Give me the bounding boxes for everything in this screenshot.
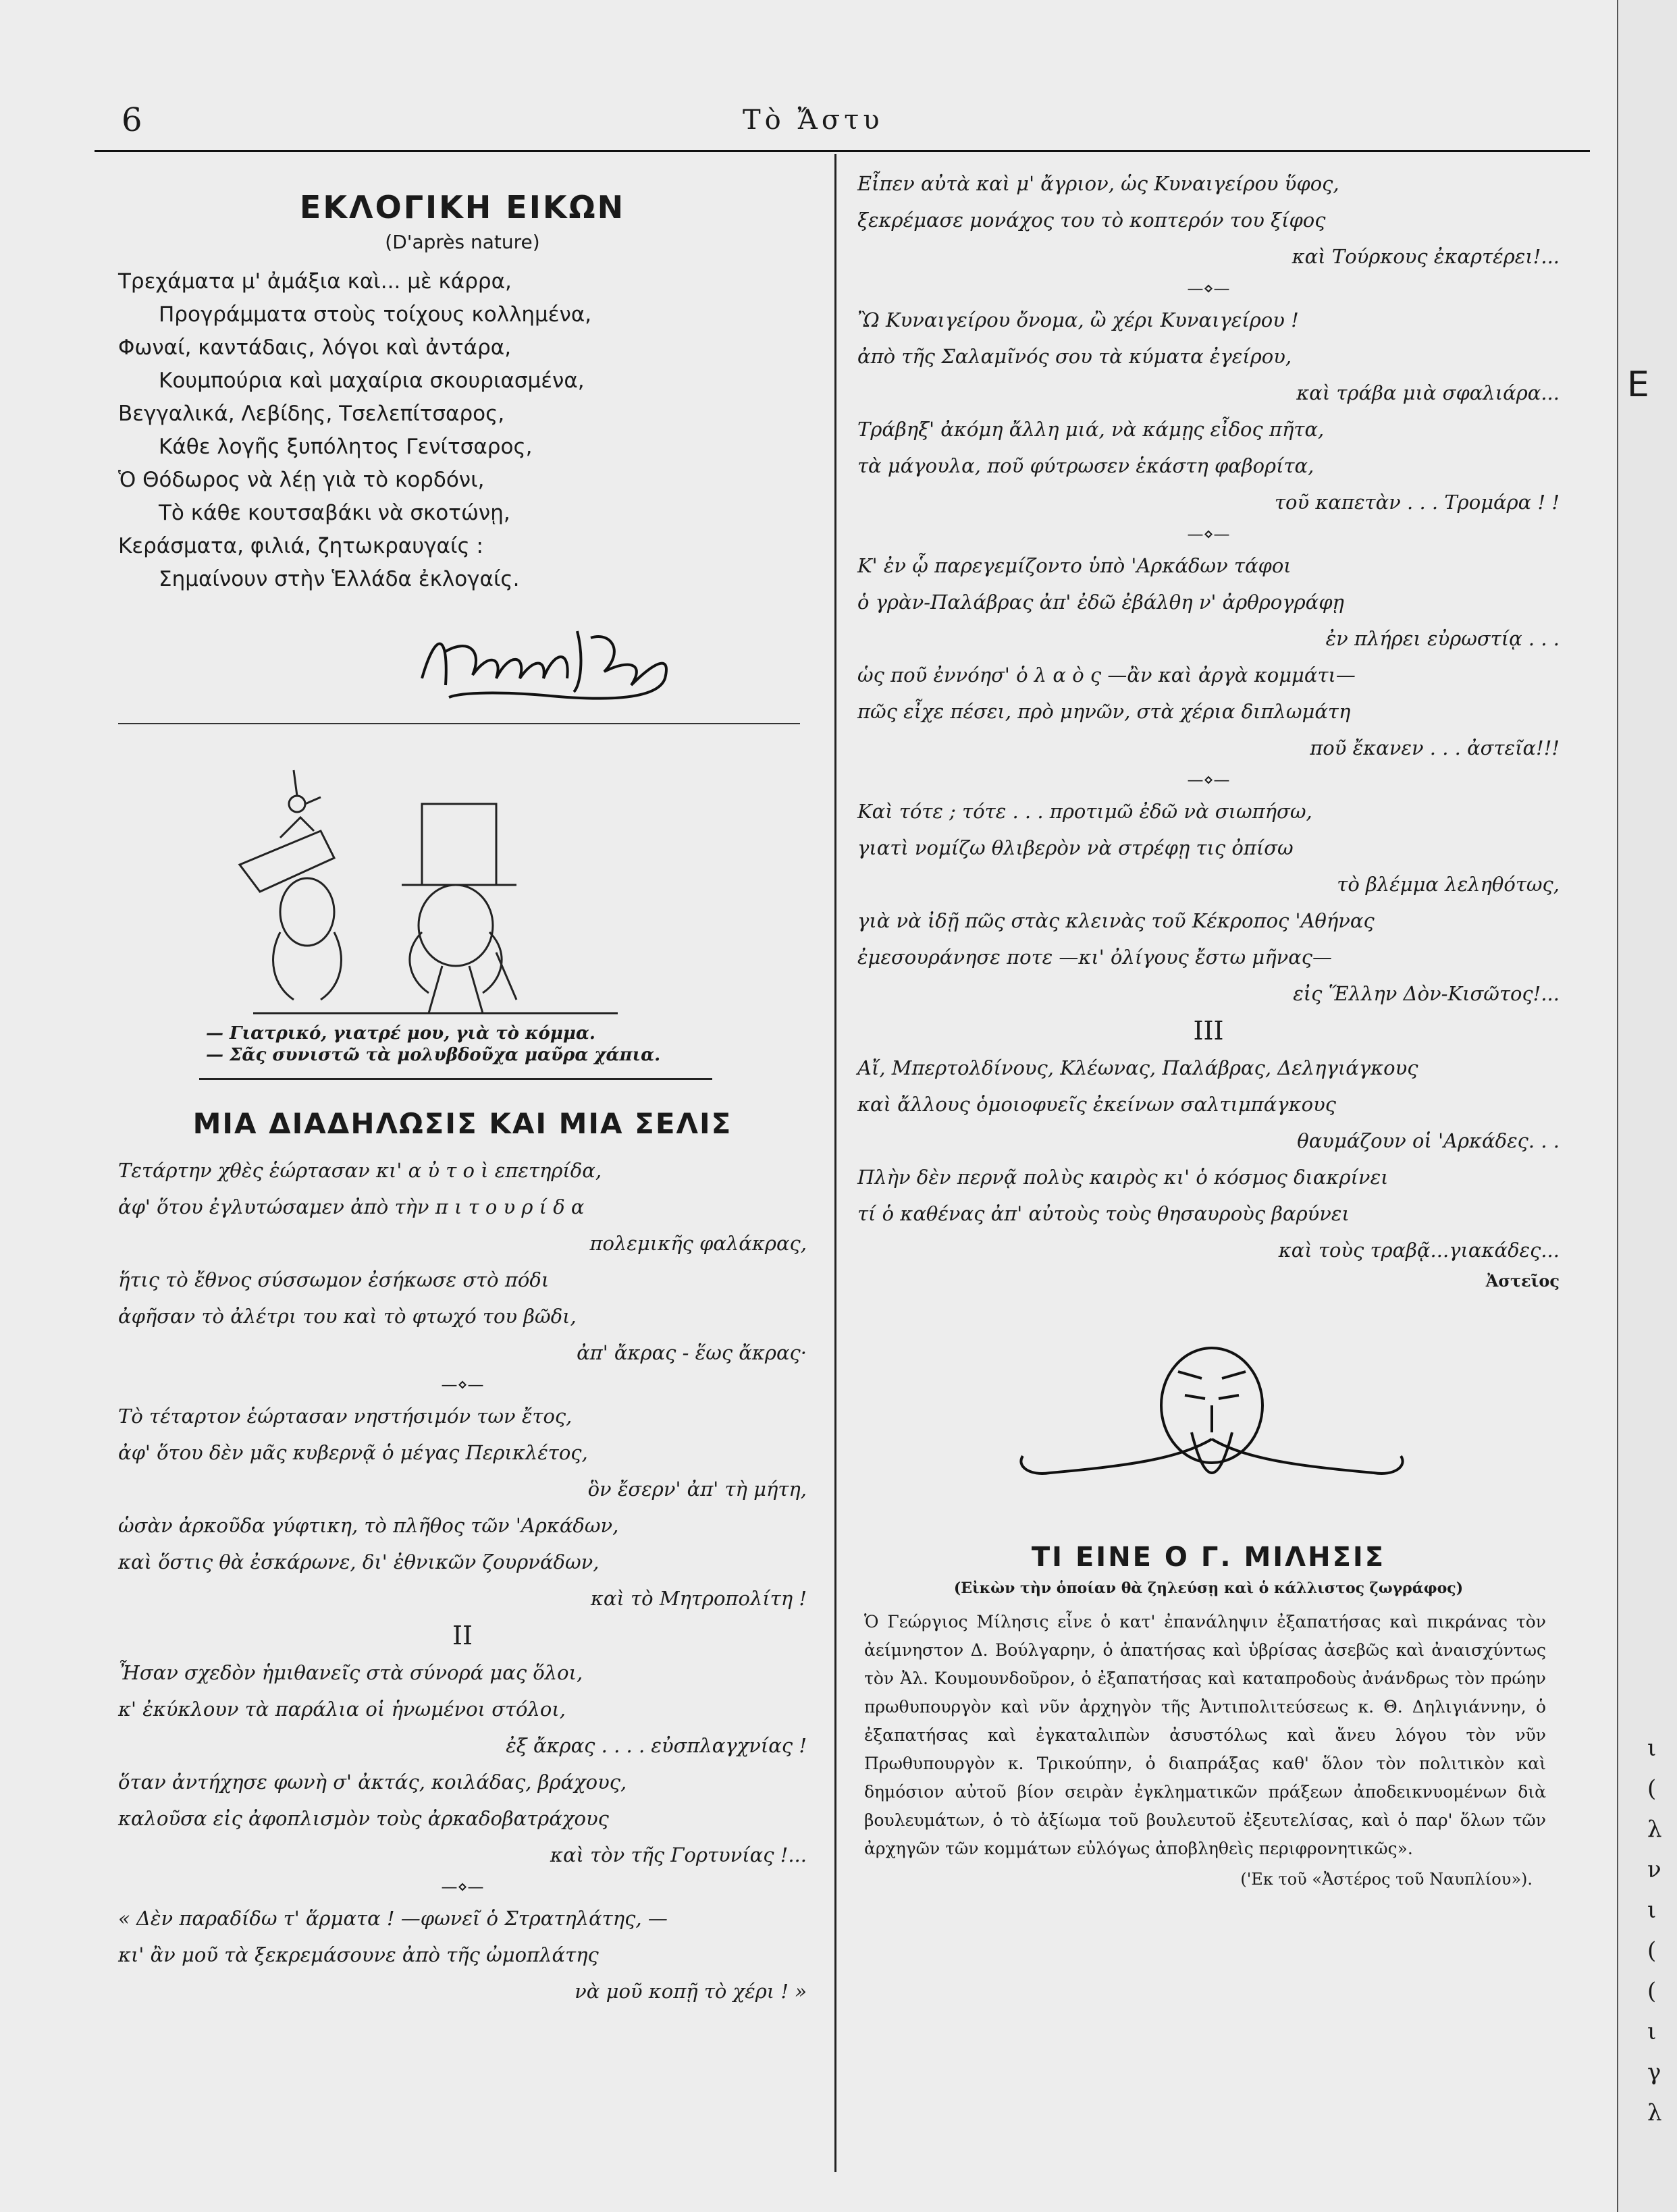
- section-rule: [118, 723, 800, 724]
- section-numeral-3: III: [1193, 1016, 1224, 1046]
- edge-mark: λ: [1647, 2099, 1662, 2126]
- poem-line: καὶ ὅστις θὰ ἐσκάρωνε, δι' ἐθνικῶν ζουρνάδων,: [118, 1550, 600, 1573]
- poem-line: καὶ τὸ Μητροπολίτη !: [590, 1587, 807, 1610]
- poem-line: Τρεχάματα μ' ἀμάξια καὶ... μὲ κάρρα,: [118, 269, 512, 294]
- poem-line: Προγράμματα στοὺς τοίχους κολλημένα,: [159, 302, 592, 327]
- poem-line: Ὁ Θόδωρος νὰ λέῃ γιὰ τὸ κορδόνι,: [118, 468, 485, 492]
- article2-stanza-3: [118, 1654, 807, 1873]
- header-rule: [95, 150, 1590, 152]
- stanza-9: [857, 1050, 1560, 1268]
- poem-line: καὶ τὸν τῆς Γορτυνίας !...: [550, 1843, 807, 1866]
- poem-line: πολεμικῆς φαλάκρας,: [589, 1232, 807, 1255]
- poem-line: καλοῦσα εἰς ἀφοπλισμὸν τοὺς ἀρκαδοβατράχους: [118, 1807, 609, 1830]
- poem-line: Σημαίνουν στὴν Ἑλλάδα ἐκλογαίς.: [159, 567, 520, 591]
- article1-poem: [118, 265, 807, 596]
- page-number: 6: [122, 101, 142, 139]
- poem-line: ὡσὰν ἀρκοῦδα γύφτικη, τὸ πλῆθος τῶν 'Αρκάδων,: [118, 1514, 619, 1537]
- article2-stanza-4: [118, 1900, 807, 2009]
- stanza-7: [857, 547, 1560, 766]
- article2-stanza-1: [118, 1152, 807, 1371]
- poem-line: Αἴ, Μπερτολδίνους, Κλέωνας, Παλάβρας, Δεληγιάγκους: [857, 1056, 1418, 1079]
- poem-line: Καὶ τότε ; τότε . . . προτιμῶ ἐδῶ νὰ σιωπήσω,: [857, 800, 1312, 823]
- poem-line: « Δὲν παραδίδω τ' ἅρματα ! —φωνεῖ ὁ Στρατηλάτης, —: [118, 1907, 668, 1930]
- poem-line: ἥτις τὸ ἔθνος σύσσωμον ἐσήκωσε στὸ πόδι: [118, 1268, 550, 1291]
- poem-line: Βεγγαλικά, Λεβίδης, Τσελεπίτσαρος,: [118, 402, 505, 426]
- cartoon-caption-2: — Σᾶς συνιστῶ τὰ μολυβδοῦχα μαῦρα χάπια.: [206, 1045, 661, 1065]
- poem-line: εἰς Ἕλλην Δὸν-Κισῶτος!...: [1293, 982, 1560, 1005]
- article2-title: ΜΙΑ ΔΙΑΔΗΛΩΣΙΣ ΚΑΙ ΜΙΑ ΣΕΛΙΣ: [192, 1107, 733, 1140]
- poem-line: ἐμεσουράνησε ποτε —κι' ὀλίγους ἔστω μῆνας—: [857, 946, 1333, 969]
- author-signature: Ἀστεῖος: [1485, 1271, 1560, 1291]
- signature-image: [408, 611, 692, 705]
- poem-line: ἀφ' ὅτου ἐγλυτώσαμεν ἀπὸ τὴν π ι τ ο υ ρ ί δ α: [118, 1195, 585, 1218]
- edge-mark: ι: [1647, 1897, 1657, 1924]
- poem-line: ἀφ' ὅτου δὲν μᾶς κυβερνᾷ ὁ μέγας Περικλέτος,: [118, 1441, 588, 1464]
- edge-mark: ι: [1647, 2018, 1657, 2045]
- edge-mark: (: [1647, 1978, 1657, 2005]
- article3-title: ΤΙ ΕΙΝΕ Ο Γ. ΜΙΛΗΣΙΣ: [1031, 1542, 1386, 1573]
- ornament: —⋄—: [1187, 524, 1230, 543]
- poem-line: Τετάρτην χθὲς ἑώρτασαν κι' α ὐ τ ο ὶ επετηρίδα,: [118, 1159, 602, 1182]
- edge-mark: ι: [1647, 1735, 1657, 1762]
- poem-line: Κάθε λογῆς ξυπόλητος Γενίτσαρος,: [159, 435, 533, 459]
- poem-line: Φωναί, καντάδαις, λόγοι καὶ ἀντάρα,: [118, 335, 512, 360]
- stanza-8: [857, 793, 1560, 1012]
- edge-marks: [1647, 1728, 1668, 2133]
- poem-line: κι' ἂν μοῦ τὰ ξεκρεμάσουνε ἀπὸ τῆς ὠμοπλάτης: [118, 1943, 599, 1966]
- article2-stanza-2: [118, 1398, 807, 1617]
- poem-line: τί ὁ καθένας ἀπ' αὐτοὺς τοὺς θησαυροὺς βαρύνει: [857, 1202, 1350, 1225]
- poem-line: νὰ μοῦ κοπῇ τὸ χέρι ! »: [575, 1980, 807, 2003]
- edge-mark: γ: [1647, 2059, 1661, 2086]
- poem-line: Πλὴν δὲν περνᾷ πολὺς καιρὸς κι' ὁ κόσμος διακρίνει: [857, 1166, 1389, 1189]
- poem-line: ξεκρέμασε μονάχος του τὸ κοπτερόν του ξίφος: [857, 209, 1326, 232]
- section-rule-2: [199, 1078, 712, 1080]
- column-divider: [834, 154, 836, 2172]
- poem-line: γιατὶ νομίζω θλιβερὸν νὰ στρέφῃ τις ὀπίσω: [857, 836, 1294, 859]
- poem-line: γιὰ νὰ ἰδῇ πῶς στὰς κλεινὰς τοῦ Κέκροπος 'Αθήνας: [857, 909, 1375, 932]
- poem-line: τοῦ καπετὰν . . . Τρομάρα ! !: [1274, 491, 1560, 514]
- ornament: —⋄—: [441, 1877, 484, 1896]
- poem-line: ἀφῆσαν τὸ ἀλέτρι του καὶ τὸ φτωχό του βῶδι,: [118, 1305, 577, 1328]
- article3-body: Ὁ Γεώργιος Μίλησις εἶνε ὁ κατ' ἐπανάληψιν ἐξαπατήσας καὶ πικράνας τὸν ἀείμνηστον Δ. Βούλγαρην, ὁ ἀπατήσας καὶ ὑβρίσας ἀσεβῶς καὶ ἀναισχύντως τὸν Ἀλ. Κουμουνδοῦρον, ὁ ἐξαπατήσας καὶ καταπροδοὺς ἀνάνδρως τὸν πρώην πρωθυπουργὸν καὶ νῦν ἀρχηγὸν τῆς Ἀντιπολιτεύσεως κ. Θ. Δηλιγιάννην, ὁ ἐξαπατήσας καὶ ἐγκαταλιπὼν ἀσυστόλως καὶ ἄνευ λόγου τὸν νῦν Πρωθυπουργὸν κ. Τρικούπην, ὁ διαπράξας καθ' ὅλον τὸν πολιτικὸν καὶ δημόσιον αὐτοῦ βίον σειρὰν ἐγκληματικῶν πράξεων ἀποδεικνυομένων διὰ βουλευμάτων, ὁ τὸ ἀξίωμα τοῦ βουλευτοῦ ἐξευτελίσας, καὶ ὁ παρ' ὅλων τῶν ἀρχηγῶν τῶν κομμάτων εὐλόγως ἀποβληθεὶς περιφρονητικῶς».: [864, 1612, 1546, 1858]
- ornament: —⋄—: [1187, 279, 1230, 298]
- right-column: [857, 165, 1560, 1889]
- poem-line: ἀπ' ἄκρας - ἕως ἄκρας·: [577, 1341, 807, 1364]
- poem-line: θαυμάζουν οἱ 'Αρκάδες. . .: [1297, 1129, 1560, 1152]
- edge-mark: (: [1647, 1937, 1657, 1964]
- poem-line: καὶ ἄλλους ὁμοιοφυεῖς ἐκείνων σαλτιμπάγκους: [857, 1093, 1336, 1116]
- cartoon-caption-1: — Γιατρικό, γιατρέ μου, γιὰ τὸ κόμμα.: [206, 1023, 595, 1044]
- ornament: —⋄—: [1187, 770, 1230, 789]
- cartoon-illustration: [199, 730, 672, 1020]
- left-column: [118, 169, 807, 2009]
- stanza-6: [857, 302, 1560, 520]
- poem-line: Τὸ κάθε κουτσαβάκι νὰ σκοτώνῃ,: [159, 501, 510, 525]
- poem-line: ὅταν ἀντήχησε φωνὴ σ' ἀκτάς, κοιλάδας, βράχους,: [118, 1771, 627, 1793]
- poem-line: καὶ τοὺς τραβᾷ...γιακάδες...: [1278, 1239, 1560, 1262]
- poem-line: ἐν πλήρει εὐρωστίᾳ . . .: [1325, 627, 1560, 650]
- edge-letter: E: [1627, 365, 1649, 405]
- mustache-caricature: [1009, 1331, 1414, 1534]
- poem-line: ὁ γρὰν-Παλάβρας ἀπ' ἐδῶ ἐβάλθη ν' ἀρθρογράφῃ: [857, 591, 1344, 614]
- article1-title: ΕΚΛΟΓΙΚΗ ΕΙΚΩΝ: [299, 189, 626, 225]
- poem-line: τὸ βλέμμα λεληθότως,: [1337, 873, 1560, 896]
- edge-mark: ν: [1647, 1856, 1661, 1883]
- poem-line: ὡς ποῦ ἐννόησ' ὁ λ α ὸ ς —ἂν καὶ ἀργὰ κομμάτι—: [857, 664, 1356, 686]
- poem-line: Εἶπεν αὐτὰ καὶ μ' ἄγριον, ὡς Κυναιγείρου ὕφος,: [857, 172, 1339, 195]
- edge-mark: (: [1647, 1775, 1657, 1802]
- poem-line: καὶ Τούρκους ἐκαρτέρει!...: [1292, 245, 1560, 268]
- poem-line: Ἦσαν σχεδὸν ἡμιθανεῖς στὰ σύνορά μας ὅλοι,: [118, 1661, 583, 1684]
- poem-line: Ὢ Κυναιγείρου ὄνομα, ὢ χέρι Κυναιγείρου !: [857, 308, 1299, 331]
- stanza-5: [857, 165, 1560, 275]
- article3-source: ('Εκ τοῦ «Ἀστέρος τοῦ Ναυπλίου»).: [1240, 1870, 1533, 1889]
- poem-line: Κουμπούρια καὶ μαχαίρια σκουριασμένα,: [159, 369, 585, 393]
- poem-line: ἀπὸ τῆς Σαλαμῖνός σου τὰ κύματα ἐγείρου,: [857, 345, 1292, 368]
- poem-line: πῶς εἶχε πέσει, πρὸ μηνῶν, στὰ χέρια διπλωμάτη: [857, 700, 1351, 723]
- poem-line: ἐξ ἄκρας . . . . εὐσπλαγχνίας !: [506, 1734, 807, 1757]
- edge-mark: λ: [1647, 1816, 1662, 1843]
- poem-line: ὃν ἔσερν' ἀπ' τὴ μήτη,: [587, 1478, 807, 1501]
- poem-line: κ' ἐκύκλουν τὰ παράλια οἱ ἡνωμένοι στόλοι,: [118, 1698, 566, 1721]
- poem-line: ποῦ ἔκανεν . . . ἀστεῖα!!!: [1310, 736, 1560, 759]
- poem-line: Κεράσματα, φιλιά, ζητωκραυγαίς :: [118, 534, 483, 558]
- poem-line: καὶ τράβα μιὰ σφαλιάρα...: [1296, 381, 1560, 404]
- poem-line: Τὸ τέταρτον ἑώρτασαν νηστήσιμόν των ἔτος,: [118, 1405, 573, 1428]
- poem-line: τὰ μάγουλα, ποῦ φύτρωσεν ἑκάστη φαβορίτα,: [857, 454, 1314, 477]
- ornament: —⋄—: [441, 1375, 484, 1394]
- running-title: Τὸ Ἄστυ: [743, 105, 884, 136]
- section-numeral-2: II: [452, 1621, 473, 1650]
- article1-subtitle: (D'après nature): [385, 231, 540, 253]
- poem-line: Κ' ἐν ᾧ παρεγεμίζοντο ὑπὸ 'Αρκάδων τάφοι: [857, 554, 1292, 577]
- article3-subtitle: (Εἰκὼν τὴν ὁποίαν θὰ ζηλεύσῃ καὶ ὁ κάλλιστος ζωγράφος): [953, 1580, 1464, 1597]
- poem-line: Τράβηξ' ἀκόμη ἄλλη μιά, νὰ κάμῃς εἶδος πῆτα,: [857, 418, 1325, 441]
